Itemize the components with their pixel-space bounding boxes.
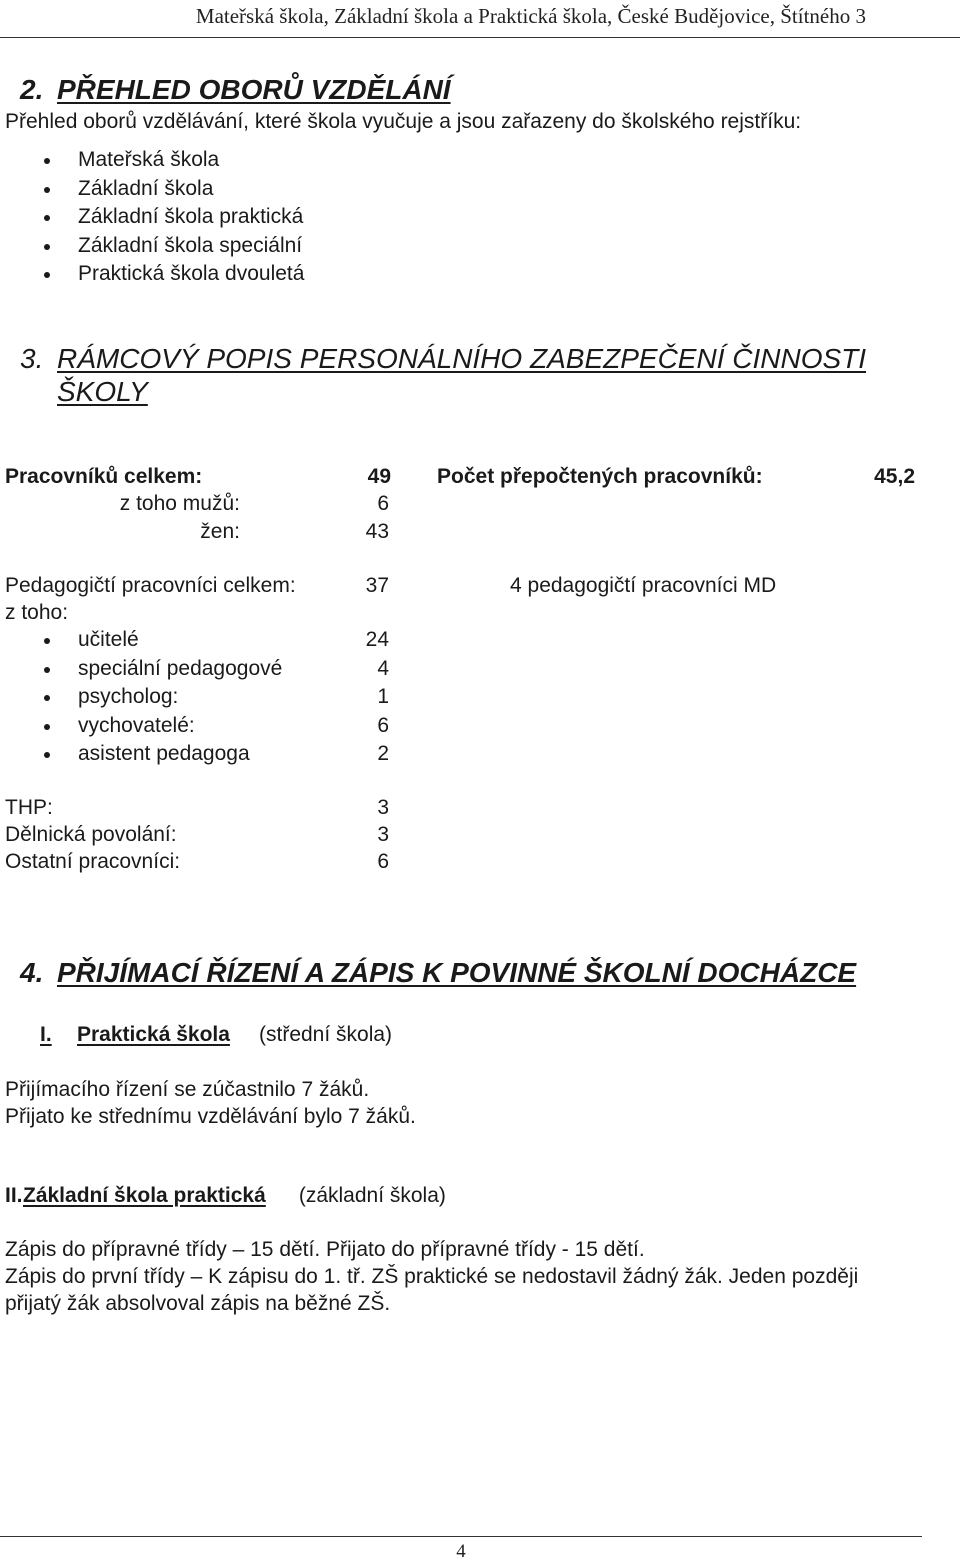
section3-title-line1: RÁMCOVÝ POPIS PERSONÁLNÍHO ZABEZPEČENÍ ČINNOSTI xyxy=(57,343,867,374)
other-staff-count: 3 xyxy=(377,796,389,819)
staff-count: 2 xyxy=(377,742,389,765)
list-item: Mateřská škola xyxy=(78,148,220,171)
running-header: Mateřská škola, Základní škola a Praktická škola, České Budějovice, Štítného 3 xyxy=(195,4,866,28)
section4-number: 4. xyxy=(20,957,44,988)
list-item: Základní škola xyxy=(78,177,214,200)
bullet-icon xyxy=(44,158,50,164)
staff-role: psycholog: xyxy=(78,685,179,708)
ped-label: Pedagogičtí pracovníci celkem: xyxy=(5,574,296,597)
ped-value: 37 xyxy=(365,574,389,597)
header-rule xyxy=(0,37,960,38)
footer-rule xyxy=(0,1536,922,1537)
part1-note: (střední škola) xyxy=(259,1023,393,1046)
ped-note: 4 pedagogičtí pracovníci MD xyxy=(510,574,777,597)
staff-count: 1 xyxy=(377,685,389,708)
part1-line1: Přijímacího řízení se zúčastnilo 7 žáků. xyxy=(5,1078,370,1101)
staff-count: 24 xyxy=(365,628,389,651)
part1-numeral: I. xyxy=(40,1023,52,1046)
list-item: Základní škola speciální xyxy=(78,234,303,257)
bullet-icon xyxy=(44,667,50,673)
bullet-icon xyxy=(44,695,50,701)
other-staff-label: Dělnická povolání: xyxy=(5,823,177,846)
staff-count: 6 xyxy=(377,714,389,737)
section3-number: 3. xyxy=(20,343,44,374)
men-value: 6 xyxy=(377,492,389,515)
section2-intro: Přehled oborů vzdělávání, které škola vyučuje a jsou zařazeny do školského rejstříku: xyxy=(5,110,802,133)
women-value: 43 xyxy=(365,520,389,543)
staff-role: speciální pedagogové xyxy=(78,657,283,680)
part1-line2: Přijato ke střednímu vzdělávání bylo 7 žáků. xyxy=(5,1105,416,1128)
part2-name: Základní škola praktická xyxy=(23,1184,266,1207)
staff-role: asistent pedagoga xyxy=(78,742,250,765)
part2-numeral: II. xyxy=(5,1184,23,1207)
list-item: Základní škola praktická xyxy=(78,205,304,228)
other-staff-count: 6 xyxy=(377,850,389,873)
bullet-icon xyxy=(44,215,50,221)
other-staff-label: Ostatní pracovníci: xyxy=(5,850,181,873)
section4-title: PŘIJÍMACÍ ŘÍZENÍ A ZÁPIS K POVINNÉ ŠKOLNÍ DOCHÁZCE xyxy=(57,957,857,988)
total-value: 49 xyxy=(367,465,391,488)
list-item: Praktická škola dvouletá xyxy=(78,262,305,285)
section2-number: 2. xyxy=(20,74,44,105)
part2-line2: Zápis do první třídy – K zápisu do 1. tř. ZŠ praktické se nedostavil žádný žák. Jeden později xyxy=(5,1265,859,1288)
part2-note: (základní škola) xyxy=(293,1184,446,1207)
part1-name: Praktická škola xyxy=(77,1023,230,1046)
fte-value: 45,2 xyxy=(874,465,915,488)
bullet-icon xyxy=(44,638,50,644)
other-staff-label: THP: xyxy=(5,796,53,819)
bullet-icon xyxy=(44,272,50,278)
of-which-label: z toho: xyxy=(5,601,69,624)
bullet-icon xyxy=(44,724,50,730)
total-label: Pracovníků celkem: xyxy=(5,465,203,488)
staff-role: vychovatelé: xyxy=(78,714,195,737)
bullet-icon xyxy=(44,187,50,193)
other-staff-count: 3 xyxy=(377,823,389,846)
women-label: žen: xyxy=(200,520,240,543)
men-label: z toho mužů: xyxy=(119,492,240,515)
part2-line1: Zápis do přípravné třídy – 15 dětí. Přijato do přípravné třídy - 15 dětí. xyxy=(5,1238,645,1261)
staff-count: 4 xyxy=(377,657,389,680)
page-number: 4 xyxy=(456,1541,466,1562)
fte-label: Počet přepočtených pracovníků: xyxy=(437,465,763,488)
bullet-icon xyxy=(44,244,50,250)
section3-title-line2: ŠKOLY xyxy=(57,376,148,407)
staff-role: učitelé xyxy=(78,628,139,651)
part2-line3: přijatý žák absolvoval zápis na běžné ZŠ. xyxy=(5,1292,391,1315)
bullet-icon xyxy=(44,752,50,758)
section2-title: PŘEHLED OBORŮ VZDĚLÁNÍ xyxy=(57,74,451,105)
